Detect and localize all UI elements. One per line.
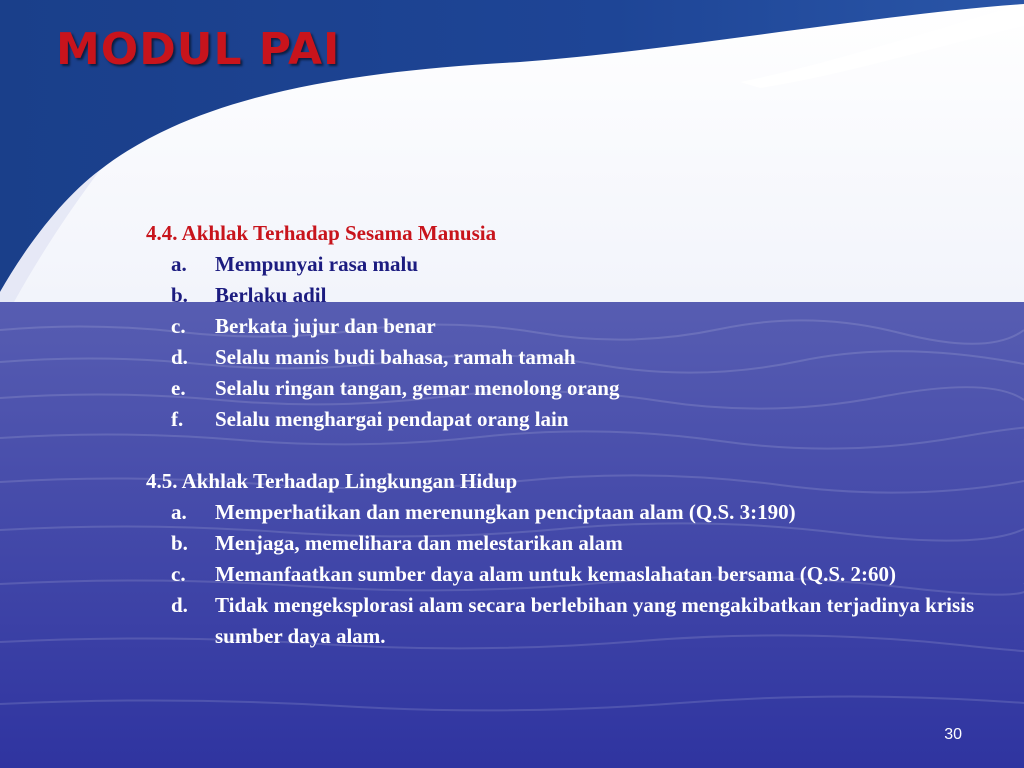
- list-item: [146, 559, 976, 590]
- list-item-text: Selalu ringan tangan, gemar menolong orang: [215, 376, 620, 400]
- list-item-text: Selalu menghargai pendapat orang lain: [215, 407, 569, 431]
- list-item: [146, 373, 976, 404]
- list-marker: d.: [171, 345, 188, 369]
- page-number: 30: [944, 726, 962, 743]
- list-marker: a.: [171, 500, 187, 524]
- list-item-text: Berkata jujur dan benar: [215, 314, 436, 338]
- list-marker: c.: [171, 562, 186, 586]
- list-item: [146, 311, 976, 342]
- list-marker: b.: [171, 531, 188, 555]
- list-item: [146, 404, 976, 435]
- list-item: [146, 497, 976, 528]
- list-item: [146, 249, 976, 280]
- list-marker: c.: [171, 314, 186, 338]
- list-item-text: Menjaga, memelihara dan melestarikan alam: [215, 531, 623, 555]
- list-item-text: Berlaku adil: [215, 283, 327, 307]
- list-item-text: Tidak mengeksplorasi alam secara berlebihan yang mengakibatkan terjadinya krisis sumber daya alam.: [215, 593, 975, 648]
- slide-content: [146, 218, 976, 652]
- list-marker: b.: [171, 283, 188, 307]
- list-marker: e.: [171, 376, 186, 400]
- list-marker: d.: [171, 593, 188, 617]
- list-item: [146, 590, 976, 652]
- list-item-text: Selalu manis budi bahasa, ramah tamah: [215, 345, 576, 369]
- list-environment-ethics: [146, 497, 976, 652]
- list-item-text: Mempunyai rasa malu: [215, 252, 419, 276]
- list-marker: a.: [171, 252, 187, 276]
- section-heading-environment: 4.5. Akhlak Terhadap Lingkungan Hidup: [146, 469, 518, 493]
- section-heading-social: 4.4. Akhlak Terhadap Sesama Manusia: [146, 221, 497, 245]
- slide-title: MODUL PAI: [56, 24, 341, 75]
- list-item: [146, 280, 976, 311]
- list-social-ethics: [146, 249, 976, 435]
- list-item: [146, 528, 976, 559]
- list-item-text: Memanfaatkan sumber daya alam untuk kemaslahatan bersama (Q.S. 2:60): [215, 562, 896, 586]
- list-marker: f.: [171, 407, 184, 431]
- list-item: [146, 342, 976, 373]
- list-item-text: Memperhatikan dan merenungkan penciptaan alam (Q.S. 3:190): [215, 500, 796, 524]
